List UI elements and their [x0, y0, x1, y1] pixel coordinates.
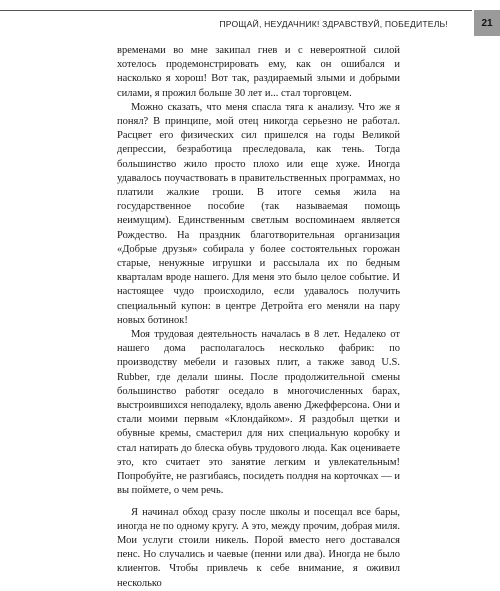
paragraph: Я начинал обход сразу после школы и посещал все бары, иногда не по одному кругу. А это, между прочим, добрая миля. Мои услуги стоили никель. Порой вместо него доставался пенс. Но случались и чаевые (пенни или два). Иногда не было клиентов. Чтобы привлечь к себе внимание, я оживил несколько — [117, 506, 400, 589]
paragraph: Моя трудовая деятельность началась в 8 лет. Недалеко от нашего дома располагалось несколько фабрик: по производству мебели и газовых плит, а также завод U.S. Rubber, где делали шины. После продолжительной смены большинство работяг оседало в многочисленных барах, выстроившихся неподалеку, вдоль авеню Джефферсона. Они и стали моими первым «Клондайком». Я раздобыл щетки и обувные кремы, смастерил для них специальную коробку и стал натирать до блеска обувь трудового люда. Как оцениваете это, кто считает это занятие легким и увлекательным! Попробуйте, не разгибаясь, посидеть полдня на корточках — и вы поймете, о чем речь. — [117, 329, 400, 497]
page-header — [0, 0, 500, 44]
header-rule — [0, 10, 472, 11]
page-number: 21 — [474, 10, 500, 36]
running-title: ПРОЩАЙ, НЕУДАЧНИК! ЗДРАВСТВУЙ, ПОБЕДИТЕЛЬ! — [219, 19, 448, 29]
paragraph: Можно сказать, что меня спасла тяга к анализу. Что же я понял? В принципе, мой отец никогда серьезно не работал. Расцвет его физических сил пришелся на годы Великой депрессии, безработица преследовала, как тень. Тогда большинство жило просто плохо или еще хуже. Иногда удавалось поучаствовать в правительственных программах, но платили жалкие гроши. В итоге семья жила на государственное пособие (так называемая помощь неимущим). Единственным светлым воспоминаем является Рождество. На праздник благотворительная организация «Добрые друзья» собирала у более состоятельных горожан старые, ненужные игрушки и рассылала их по бедным кварталам вроде нашего. Для меня это было целое событие. И настоящее чудо происходило, если удавалось получить специальный купон: в центре Детройта его меняли на пару новых ботинок! — [117, 101, 400, 326]
paragraph: временами во мне закипал гнев и с невероятной силой хотелось продемонстрировать ему, как он ошибался и насколько я хорош! Вот так, раздираемый злыми и добрыми силами, я прожил больше 30 лет и... стал торговцем. — [117, 45, 400, 99]
body-text — [117, 44, 400, 591]
